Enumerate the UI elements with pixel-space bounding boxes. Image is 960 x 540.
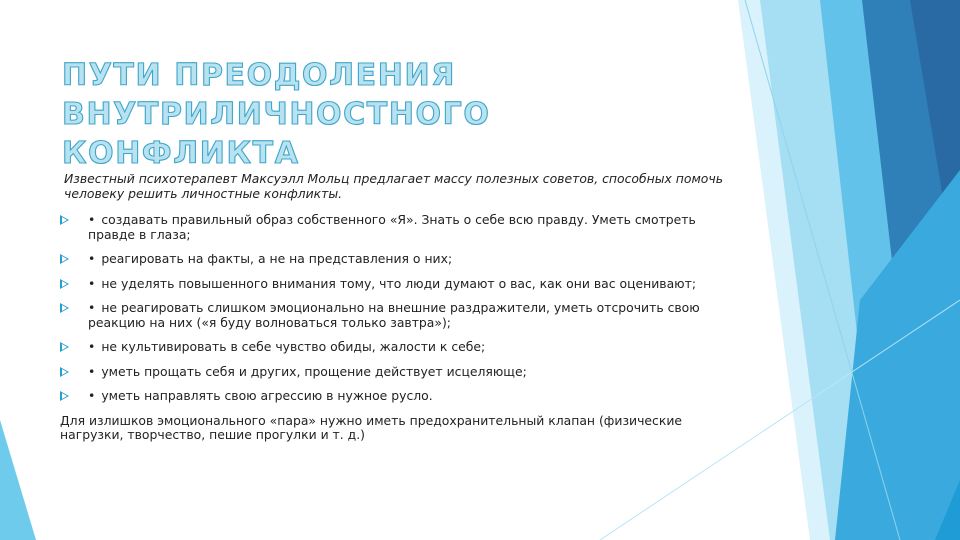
intro-paragraph [64, 172, 730, 201]
list-item [60, 252, 730, 267]
list-item [60, 340, 730, 355]
dot-mark: • [88, 275, 96, 291]
triangle-bullet-icon [60, 342, 69, 352]
triangle-bullet-icon [60, 215, 69, 225]
dot-mark: • [88, 212, 96, 227]
triangle-bullet-icon [60, 279, 69, 289]
list-item-text: уметь прощать себя и других, прощение действует исцеляюще; [101, 363, 527, 379]
triangle-bullet-icon [60, 254, 69, 264]
title-line-1: ПУТИ ПРЕОДОЛЕНИЯ [62, 58, 456, 93]
list-item-text: не культивировать в себе чувство обиды, жалости к себе; [101, 339, 486, 354]
dot-mark: • [88, 339, 96, 354]
list-item [60, 277, 730, 292]
slide-body [60, 172, 730, 443]
list-item [60, 389, 730, 404]
left-corner-triangle [0, 420, 36, 540]
intro-author: Максуэлл Мольц [241, 171, 350, 186]
triangle-bullet-icon [60, 391, 69, 401]
list-item [60, 365, 730, 380]
intro-before: Известный психотерапевт [64, 171, 242, 186]
list-item-text: уметь направлять свою агрессию в нужное русло. [101, 388, 433, 403]
title-line-2: ВНУТРИЛИЧНОСТНОГО КОНФЛИКТА [62, 97, 491, 171]
slide-title [62, 56, 702, 173]
list-item [60, 213, 730, 242]
list-item-text: не уделять повышенного внимания тому, что люди думают о вас, как они вас оценивают; [101, 275, 696, 291]
closing-paragraph: Для излишков эмоционального «пара» нужно иметь предохранительный клапан (физические нагрузки, творчество, пешие прогулки и т. д.) [60, 412, 683, 442]
dot-mark: • [88, 300, 96, 315]
dot-mark: • [88, 388, 96, 403]
list-item-text: не реагировать слишком эмоционально на внешние раздражители, уметь отсрочить свою реакцию на них («я буду волноваться только завтра»); [88, 300, 700, 330]
list-item [60, 301, 730, 330]
list-item-text: создавать правильный образ собственного «Я». Знать о себе всю правду. Уметь смотреть правде в глаза; [88, 212, 696, 242]
triangle-bullet-icon [60, 367, 69, 377]
list-item-text: реагировать на факты, а не на представления о них; [101, 251, 453, 266]
advice-list [60, 213, 730, 404]
dot-mark: • [88, 251, 96, 266]
intro-after: предлагает массу полезных советов, способных помочь человеку решить личностные конфликты. [64, 171, 723, 201]
triangle-bullet-icon [60, 303, 69, 313]
dot-mark: • [88, 363, 96, 379]
